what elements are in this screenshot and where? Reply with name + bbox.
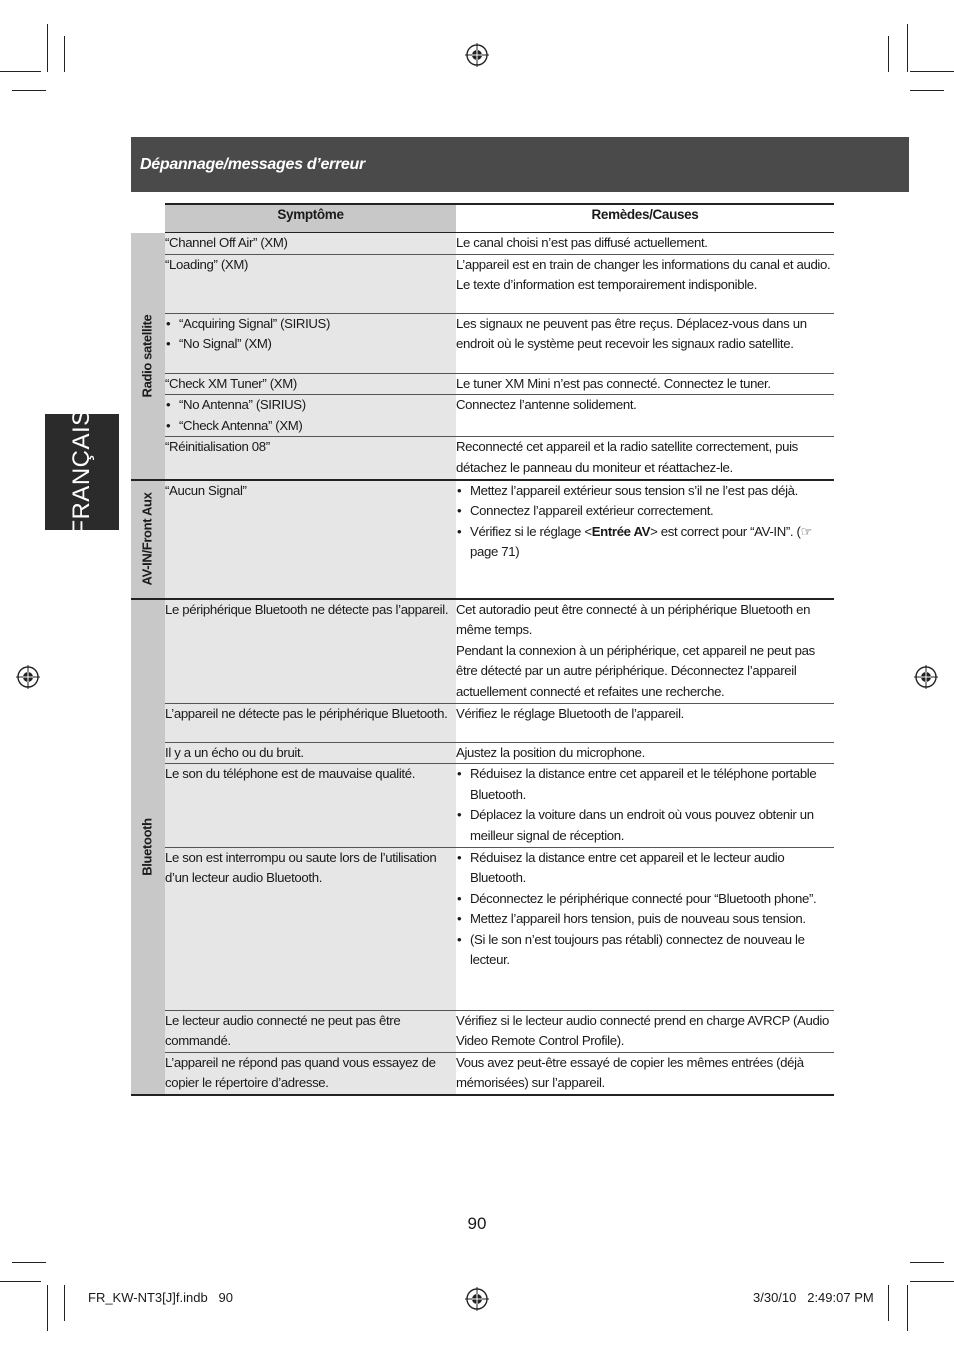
remedy-cell [456, 764, 834, 847]
remedy-text: L’appareil est en train de changer les informations du canal et audio. Le texte d’information est temporairement indisponible. [456, 256, 831, 293]
table-row [131, 254, 834, 313]
symptom-item: • “No Signal” (XM) [165, 334, 456, 355]
table-row [131, 313, 834, 373]
remedy-text: > est correct pour “AV-IN”. (☞ page 71) [470, 523, 813, 560]
symptom-cell [165, 764, 456, 847]
file-info: FR_KW-NT3[J]f.indb 90 [88, 1290, 233, 1305]
category-cell [131, 480, 165, 599]
remedy-item: • Déplacez la voiture dans un endroit où vous pouvez obtenir un meilleur signal de réception. [456, 805, 834, 846]
table-row [131, 480, 834, 599]
table-row [131, 847, 834, 1010]
troubleshooting-table [131, 203, 834, 1096]
symptom-item: • “Check Antenna” (XM) [165, 416, 456, 437]
remedy-item: • Mettez l’appareil hors tension, puis de nouveau sous tension. [456, 909, 834, 930]
symptom-cell [165, 847, 456, 1010]
language-label: FRANÇAIS [68, 409, 95, 535]
remedy-list [456, 848, 834, 972]
remedy-text: Vérifiez si le réglage < [470, 523, 592, 539]
remedy-cell [456, 599, 834, 703]
symptom-cell [165, 313, 456, 373]
remedy-text: Vous avez peut-être essayé de copier les mêmes entrées (déjà mémorisées) sur l’appareil. [456, 1054, 804, 1091]
table-row [131, 373, 834, 395]
symptom-cell [165, 703, 456, 742]
crosshair-registration-icon [465, 1287, 489, 1311]
remedy-text: Vérifiez si le lecteur audio connecté prend en charge AVRCP (Audio Video Remote Control Profile). [456, 1012, 830, 1049]
remedy-cell [456, 233, 834, 255]
remedy-text: Connectez l’antenne solidement. [456, 397, 637, 413]
remedy-item: • Connectez l’appareil extérieur correctement. [456, 501, 834, 522]
symptom-text: Le périphérique Bluetooth ne détecte pas l’appareil. [165, 601, 449, 617]
table-body [131, 233, 834, 1095]
table-row [131, 1052, 834, 1095]
table-row [131, 599, 834, 703]
symptom-item: • “Acquiring Signal” (SIRIUS) [165, 314, 456, 335]
symptom-text: “Réinitialisation 08” [165, 439, 270, 455]
table-row [131, 233, 834, 255]
symptom-text: Le son du téléphone est de mauvaise qualité. [165, 766, 416, 782]
remedy-item: • Mettez l’appareil extérieur sous tension s’il ne l’est pas déjà. [456, 481, 834, 502]
remedy-text: Les signaux ne peuvent pas être reçus. Déplacez-vous dans un endroit où le système peut recevoir les signaux radio satellite. [456, 315, 807, 352]
remedy-list [456, 764, 834, 846]
crosshair-registration-icon [16, 665, 40, 689]
symptom-cell [165, 1052, 456, 1095]
remedy-text: Cet autoradio peut être connecté à un périphérique Bluetooth en même temps. [456, 601, 811, 638]
print-timestamp: 3/30/10 2:49:07 PM [753, 1290, 874, 1305]
category-cell [131, 233, 165, 480]
header-symptom: Symptôme [165, 204, 456, 233]
header-spacer [131, 204, 165, 233]
table-row [131, 437, 834, 480]
symptom-list [165, 395, 456, 436]
remedy-cell [456, 847, 834, 1010]
category-cell [131, 599, 165, 1095]
symptom-text: Le son est interrompu ou saute lors de l’utilisation d’un lecteur audio Bluetooth. [165, 849, 437, 886]
symptom-text: “Aucun Signal” [165, 482, 247, 498]
remedy-item: • (Si le son n’est toujours pas rétabli) connectez de nouveau le lecteur. [456, 930, 834, 971]
symptom-text: “Loading” (XM) [165, 256, 249, 272]
remedy-cell [456, 373, 834, 395]
remedy-cell [456, 742, 834, 764]
category-label: Bluetooth [139, 817, 155, 876]
remedy-cell [456, 480, 834, 599]
remedy-cell [456, 395, 834, 437]
symptom-text: “Check XM Tuner” (XM) [165, 375, 297, 391]
header-remedy: Remèdes/Causes [456, 204, 834, 233]
table-row [131, 764, 834, 847]
symptom-cell [165, 233, 456, 255]
crosshair-registration-icon [465, 43, 489, 67]
remedy-text: Le tuner XM Mini n’est pas connecté. Connectez le tuner. [456, 375, 771, 391]
remedy-text: Pendant la connexion à un périphérique, cet appareil ne peut pas être détecté par un autre périphérique. Déconnectez l’appareil actuellement connecté et refaites une recherche. [456, 642, 815, 699]
remedy-cell [456, 313, 834, 373]
remedy-cell [456, 703, 834, 742]
remedy-item: • Réduisez la distance entre cet appareil et le lecteur audio Bluetooth. [456, 848, 834, 889]
remedy-text: Reconnecté cet appareil et la radio satellite correctement, puis détachez le panneau du moniteur et réattachez-le. [456, 439, 798, 475]
symptom-cell [165, 1010, 456, 1052]
category-label: AV-IN/Front Aux [139, 492, 155, 586]
category-label: Radio satellite [139, 314, 155, 397]
symptom-text: L’appareil ne détecte pas le périphérique Bluetooth. [165, 705, 448, 721]
symptom-text: “Channel Off Air” (XM) [165, 235, 288, 250]
page-number: 90 [467, 1214, 487, 1233]
language-side-tab [45, 409, 119, 535]
symptom-cell [165, 742, 456, 764]
symptom-cell [165, 373, 456, 395]
remedy-cell [456, 1052, 834, 1095]
remedy-text: Le canal choisi n’est pas diffusé actuellement. [456, 235, 708, 250]
symptom-text: L’appareil ne répond pas quand vous essayez de copier le répertoire d’adresse. [165, 1054, 436, 1091]
remedy-text: Ajustez la position du microphone. [456, 744, 645, 760]
section-banner [131, 137, 909, 192]
table-header-row [131, 204, 834, 233]
symptom-text: Il y a un écho ou du bruit. [165, 744, 304, 760]
remedy-cell [456, 437, 834, 480]
remedy-item: • Déconnectez le périphérique connecté pour “Bluetooth phone”. [456, 889, 834, 910]
remedy-item [456, 522, 834, 563]
symptom-cell [165, 599, 456, 703]
symptom-text: Le lecteur audio connecté ne peut pas être commandé. [165, 1012, 401, 1049]
remedy-item: • Réduisez la distance entre cet appareil et le téléphone portable Bluetooth. [456, 764, 834, 805]
symptom-cell [165, 254, 456, 313]
symptom-item: • “No Antenna” (SIRIUS) [165, 395, 456, 416]
table-row [131, 395, 834, 437]
symptom-cell [165, 395, 456, 437]
symptom-cell [165, 437, 456, 480]
table-row [131, 1010, 834, 1052]
symptom-cell [165, 480, 456, 599]
table-row [131, 703, 834, 742]
setting-name: Entrée AV [591, 523, 651, 539]
remedy-list [456, 481, 834, 563]
remedy-text: Vérifiez le réglage Bluetooth de l’appareil. [456, 705, 684, 721]
table-row [131, 742, 834, 764]
symptom-list [165, 314, 456, 355]
section-title: Dépannage/messages d’erreur [140, 156, 365, 173]
remedy-cell [456, 254, 834, 313]
remedy-cell [456, 1010, 834, 1052]
crosshair-registration-icon [914, 665, 938, 689]
